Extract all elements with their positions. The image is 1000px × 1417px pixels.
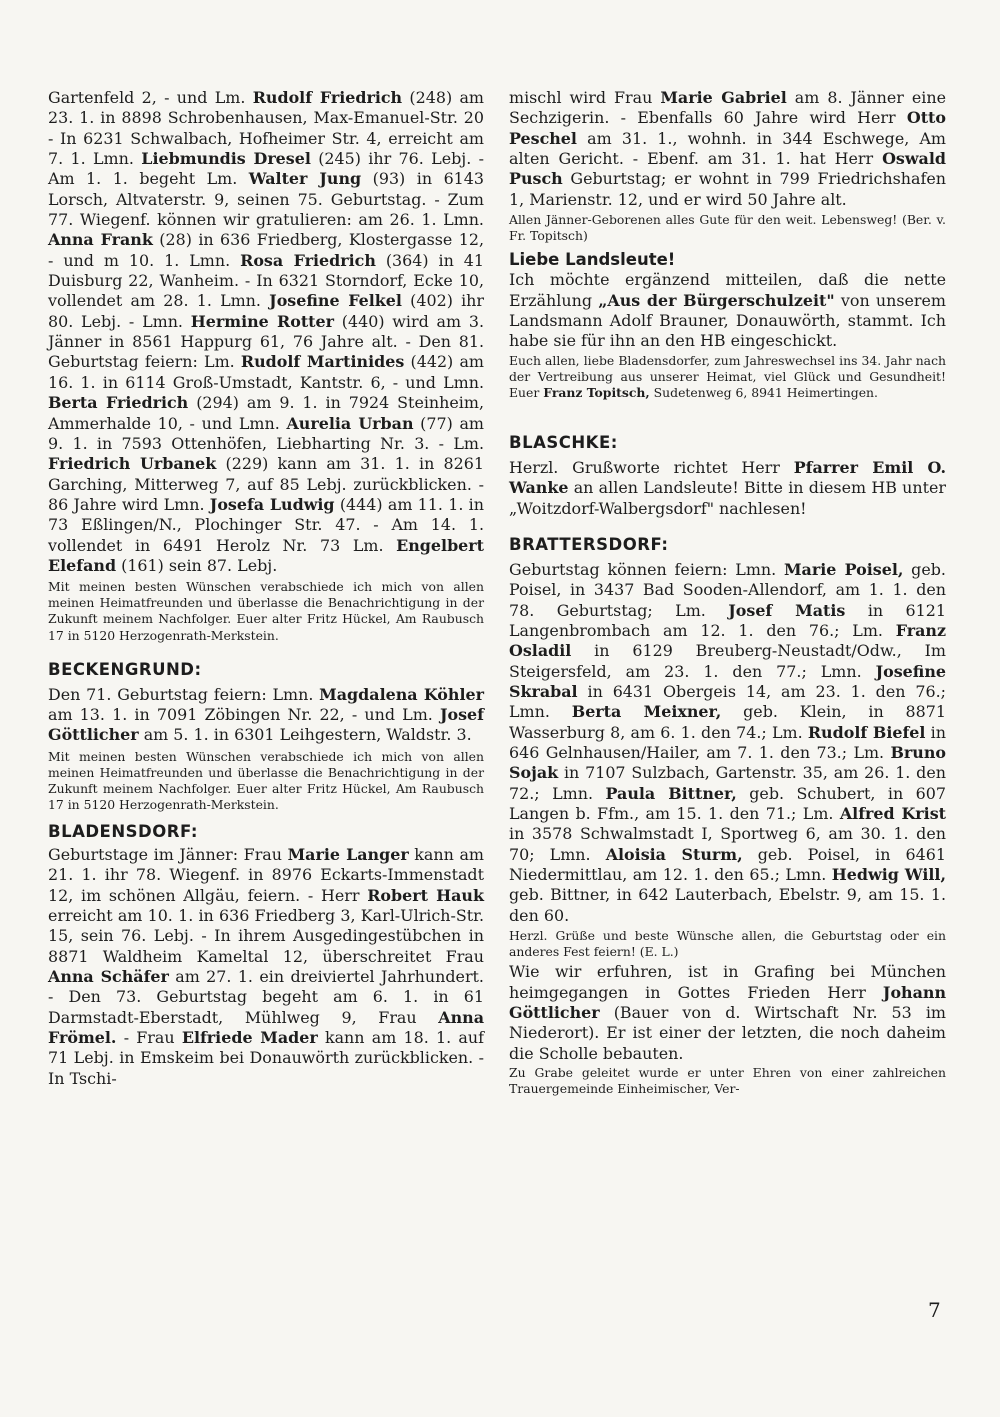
person-name: Marie Poisel, bbox=[783, 559, 904, 579]
text-run: (440) wird am 3. Jänner in 8561 Happurg 61, 76 Jahre alt. - Den 81. Geburtstag feiern: Lm. bbox=[48, 311, 485, 372]
person-name: Bruno Sojak bbox=[509, 743, 946, 783]
continued-paragraph bbox=[509, 88, 946, 210]
person-name: Paula Bittner, bbox=[605, 783, 737, 803]
person-name: Engelbert Elefand bbox=[48, 535, 484, 575]
section-heading-beckengrund: BECKENGRUND: bbox=[48, 659, 202, 679]
person-name: Walter Jung bbox=[248, 169, 362, 189]
person-name: Elfriede Mader bbox=[181, 1028, 318, 1048]
right-column bbox=[509, 88, 946, 1097]
text-run: am 31. 1., wohnh. in 344 Eschwege, Am alten Gericht. - Ebenf. am 31. 1. hat Herr bbox=[509, 128, 946, 169]
text-run: geb. Schubert, in 607 Langen b. Ffm., am 15. 1. den 71.; Lm. bbox=[509, 783, 947, 824]
person-name: „Aus der Bürgerschulzeit" bbox=[598, 290, 835, 310]
person-name: Rudolf Martinides bbox=[240, 352, 405, 372]
person-name: Robert Hauk bbox=[367, 885, 484, 905]
text-run: kann am 21. 1. ihr 78. Wiegenf. in 8976 Eckarts-Immenstadt 12, im schönen Allgäu, feiern. - Herr bbox=[48, 845, 484, 905]
text-run: Gartenfeld 2, - und Lm. bbox=[48, 88, 253, 107]
person-name: Rosa Friedrich bbox=[240, 250, 376, 270]
text-run: in 3578 Schwalmstadt I, Sportweg 6, am 30. 1. den 70; Lmn. bbox=[509, 824, 946, 864]
person-name: Otto Peschel bbox=[509, 108, 946, 148]
text-run: von unserem Landsmann Adolf Brauner, Donauwörth, stammt. Ich habe sie für ihn an den HB eingeschickt. bbox=[509, 290, 946, 351]
text-run: (28) in 636 Friedberg, Klostergasse 12, - und m 10. 1. Lmn. bbox=[48, 230, 484, 270]
person-name: Josef Göttlicher bbox=[48, 704, 484, 745]
text-run: geb. Klein, in 8871 Wasserburg 8, am 6. 1. den 74.; Lm. bbox=[509, 702, 946, 742]
text-run: (444) am 11. 1. in 73 Eßlingen/N., Plochinger Str. 47. - Am 14. 1. vollendet in 6491 Herolz Nr. 73 Lm. bbox=[48, 494, 484, 555]
text-run: - Frau bbox=[116, 1028, 182, 1048]
person-name: Anna Frömel. bbox=[48, 1007, 484, 1048]
text-run: in 6431 Obergeis 14, am 23. 1. den 76.; Lmn. bbox=[509, 682, 946, 722]
text-run: (77) am 9. 1. in 7593 Ottenhöfen, Liebharting Nr. 3. - Lm. bbox=[48, 413, 484, 453]
text-run: in 646 Gelnhausen/Hailer, am 7. 1. den 73.; Lm. bbox=[509, 722, 946, 763]
person-name: Pfarrer Emil O. Wanke bbox=[509, 457, 946, 498]
text-run: geb. Poisel, in 6461 Niedermittlau, am 12. 1. den 65.; Lmn. bbox=[509, 844, 946, 885]
text-run: (Bauer von d. Wirtschaft Nr. 53 im Niederort). Er ist einer der letzten, die noch daheim die Scholle bebauten. bbox=[509, 1003, 946, 1063]
text-run: Euch allen, liebe Bladensdorfer, zum Jahreswechsel ins 34. Jahr nach der Vertreibung aus unserer Heimat, viel Glück und Gesundheit! Euer bbox=[509, 352, 946, 400]
text-run: mischl wird Frau bbox=[509, 88, 661, 107]
continued-note: Allen Jänner-Geborenen alles Gute für den weit. Lebensweg! (Ber. v. Fr. Topitsch) bbox=[509, 212, 946, 244]
text-run: (248) am 23. 1. in 8898 Schrobenhausen, Max-Emanuel-Str. 20 - In 6231 Schwalbach, Hofheimer Str. 4, erreicht am 7. 1. Lmn. bbox=[48, 88, 484, 169]
person-name: Rudolf Biefel bbox=[807, 722, 926, 742]
text-run: geb. Bittner, in 642 Lauterbach, Ebelstr. 9, am 15. 1. den 60. bbox=[509, 885, 946, 925]
text-run: geb. Poisel, in 3437 Bad Sooden-Allendorf, am 1. 1. den 78. Geburtstag; Lm. bbox=[509, 559, 946, 620]
text-run: Sudetenweg 6, 8941 Heimertingen. bbox=[649, 384, 878, 400]
grafing-note: Zu Grabe geleitet wurde er unter Ehren von einer zahlreichen Trauergemeinde Einheimischer, Ver- bbox=[509, 1065, 946, 1097]
beckengrund-paragraph bbox=[48, 685, 484, 746]
text-run: Geburtstag können feiern: Lmn. bbox=[509, 559, 784, 579]
person-name: Aloisia Sturm, bbox=[605, 844, 743, 864]
person-name: Johann Göttlicher bbox=[509, 982, 946, 1022]
person-name: Anna Frank bbox=[48, 230, 153, 250]
blaschke-paragraph bbox=[509, 458, 946, 519]
text-run: erreicht am 10. 1. in 636 Friedberg 3, Karl-Ulrich-Str. 15, sein 76. Lebj. - In ihrem Ausgedingestübchen in 8871 Waldheim Kameltal 12, überschreitet Frau bbox=[48, 906, 484, 966]
text-run: in 7107 Sulzbach, Gartenstr. 35, am 26. 1. den 72.; Lmn. bbox=[509, 763, 946, 803]
bladensdorf-paragraph bbox=[48, 845, 484, 1089]
person-name: Hermine Rotter bbox=[190, 311, 335, 331]
text-run: Ich möchte ergänzend mitteilen, daß die nette Erzählung bbox=[509, 270, 946, 310]
grafing-paragraph bbox=[509, 962, 946, 1064]
section-heading-blaschke: BLASCHKE: bbox=[509, 432, 618, 452]
section-heading-brattersdorf: BRATTERSDORF: bbox=[509, 534, 669, 554]
person-name: Josefine Skrabal bbox=[509, 661, 946, 701]
text-run: Wie wir erfuhren, ist in Grafing bei München heimgegangen in Gottes Frieden Herr bbox=[509, 962, 946, 1002]
person-name: Magdalena Köhler bbox=[319, 684, 484, 704]
text-run: am 13. 1. in 7091 Zöbingen Nr. 22, - und Lm. bbox=[48, 704, 440, 724]
text-run: an allen Landsleute! Bitte in diesem HB unter „Woitzdorf-Walbergsdorf" nachlesen! bbox=[509, 478, 946, 518]
page-number: 7 bbox=[928, 1298, 941, 1322]
person-name: Josefine Felkel bbox=[269, 291, 402, 311]
text-run: kann am 18. 1. auf 71 Lebj. in Emskeim bei Donauwörth zurückblicken. - In Tschi- bbox=[48, 1028, 484, 1088]
text-run: Geburtstage im Jänner: Frau bbox=[48, 845, 288, 865]
text-run: am 27. 1. ein dreiviertel Jahrhundert. - Den 73. Geburtstag begeht am 6. 1. in 61 Darmstadt-Eberstadt, Mühlweg 9, Frau bbox=[48, 967, 484, 1027]
text-run: (364) in 41 Duisburg 22, Wanheim. - In 6321 Storndorf, Ecke 10, vollendet am 28. 1. Lmn. bbox=[48, 250, 484, 311]
person-name: Berta Meixner, bbox=[571, 702, 722, 722]
text-run: Geburtstag; er wohnt in 799 Friedrichshafen 1, Marienstr. 12, und er wird 50 Jahre alt. bbox=[509, 169, 946, 209]
text-run: in 6121 Langenbrombach am 12. 1. den 76.; Lm. bbox=[509, 600, 946, 640]
text-run: Herzl. Grußworte richtet Herr bbox=[509, 457, 794, 477]
person-name: Berta Friedrich bbox=[48, 393, 189, 413]
person-name: Josefa Ludwig bbox=[209, 494, 335, 514]
person-name: Marie Gabriel bbox=[660, 88, 787, 107]
text-run: (93) in 6143 Lorsch, Altvaterstr. 9, seinen 75. Geburtstag. - Zum 77. Wiegenf. können wir gratulieren: am 26. 1. Lmn. bbox=[48, 169, 485, 230]
text-run: (294) am 9. 1. in 7924 Steinheim, Ammerhalde 10, - und Lmn. bbox=[48, 393, 484, 433]
text-run: in 6129 Breuberg-Neustadt/Odw., Im Steigersfeld, am 23. 1. den 77.; Lmn. bbox=[509, 641, 946, 681]
text-run: am 5. 1. in 6301 Leihgestern, Waldstr. 3. bbox=[138, 725, 472, 745]
intro-note: Mit meinen besten Wünschen verabschiede ich mich von allen meinen Heimatfreunden und überlasse die Benachrichtigung in der Zukunft meinem Nachfolger. Euer alter Fritz Hückel, Am Raubusch 17 in 5120 Herzogenrath-Merkstein. bbox=[48, 579, 484, 643]
beckengrund-note: Mit meinen besten Wünschen verabschiede ich mich von allen meinen Heimatfreunden und überlasse die Benachrichtigung in der Zukunft meinem Nachfolger. Euer alter Fritz Hückel, Am Raubusch 17 in 5120 Herzogenrath-Merkstein. bbox=[48, 748, 484, 812]
person-name: Anna Schäfer bbox=[48, 967, 169, 987]
brattersdorf-paragraph bbox=[509, 560, 946, 926]
person-name: Hedwig Will, bbox=[831, 865, 946, 885]
person-name: Liebmundis Dresel bbox=[141, 149, 311, 169]
person-name: Franz Osladil bbox=[509, 620, 946, 661]
person-name: Marie Langer bbox=[287, 845, 409, 865]
section-heading-liebe-landsleute: Liebe Landsleute! bbox=[509, 250, 676, 270]
person-name: Aurelia Urban bbox=[286, 413, 414, 433]
left-column bbox=[48, 88, 484, 1089]
landsleute-note bbox=[509, 353, 946, 401]
text-run: (245) ihr 76. Lebj. - Am 1. 1. begeht Lm. bbox=[48, 149, 484, 189]
person-name: Franz Topitsch, bbox=[543, 384, 650, 400]
person-name: Rudolf Friedrich bbox=[252, 88, 403, 107]
brattersdorf-note: Herzl. Grüße und beste Wünsche allen, die Geburtstag oder ein anderes Fest feiern! (E. L.) bbox=[509, 928, 946, 960]
text-run: am 8. Jänner eine Sechzigerin. - Ebenfalls 60 Jahre wird Herr bbox=[509, 88, 946, 128]
landsleute-paragraph bbox=[509, 270, 946, 351]
text-run: Den 71. Geburtstag feiern: Lmn. bbox=[48, 684, 320, 704]
person-name: Friedrich Urbanek bbox=[48, 454, 217, 474]
text-run: (442) am 16. 1. in 6114 Groß-Umstadt, Kantstr. 6, - und Lmn. bbox=[48, 352, 484, 392]
text-run: (402) ihr 80. Lebj. - Lmn. bbox=[48, 291, 485, 331]
text-run: (229) kann am 31. 1. in 8261 Garching, Mitterweg 7, auf 85 Lebj. zurückblicken. - 86 Jahre wird Lmn. bbox=[48, 454, 485, 514]
text-run: (161) sein 87. Lebj. bbox=[116, 555, 278, 575]
person-name: Josef Matis bbox=[728, 600, 846, 620]
person-name: Oswald Pusch bbox=[509, 149, 946, 189]
intro-paragraph bbox=[48, 88, 484, 576]
section-heading-bladensdorf: BLADENSDORF: bbox=[48, 822, 198, 842]
person-name: Alfred Krist bbox=[839, 804, 946, 824]
